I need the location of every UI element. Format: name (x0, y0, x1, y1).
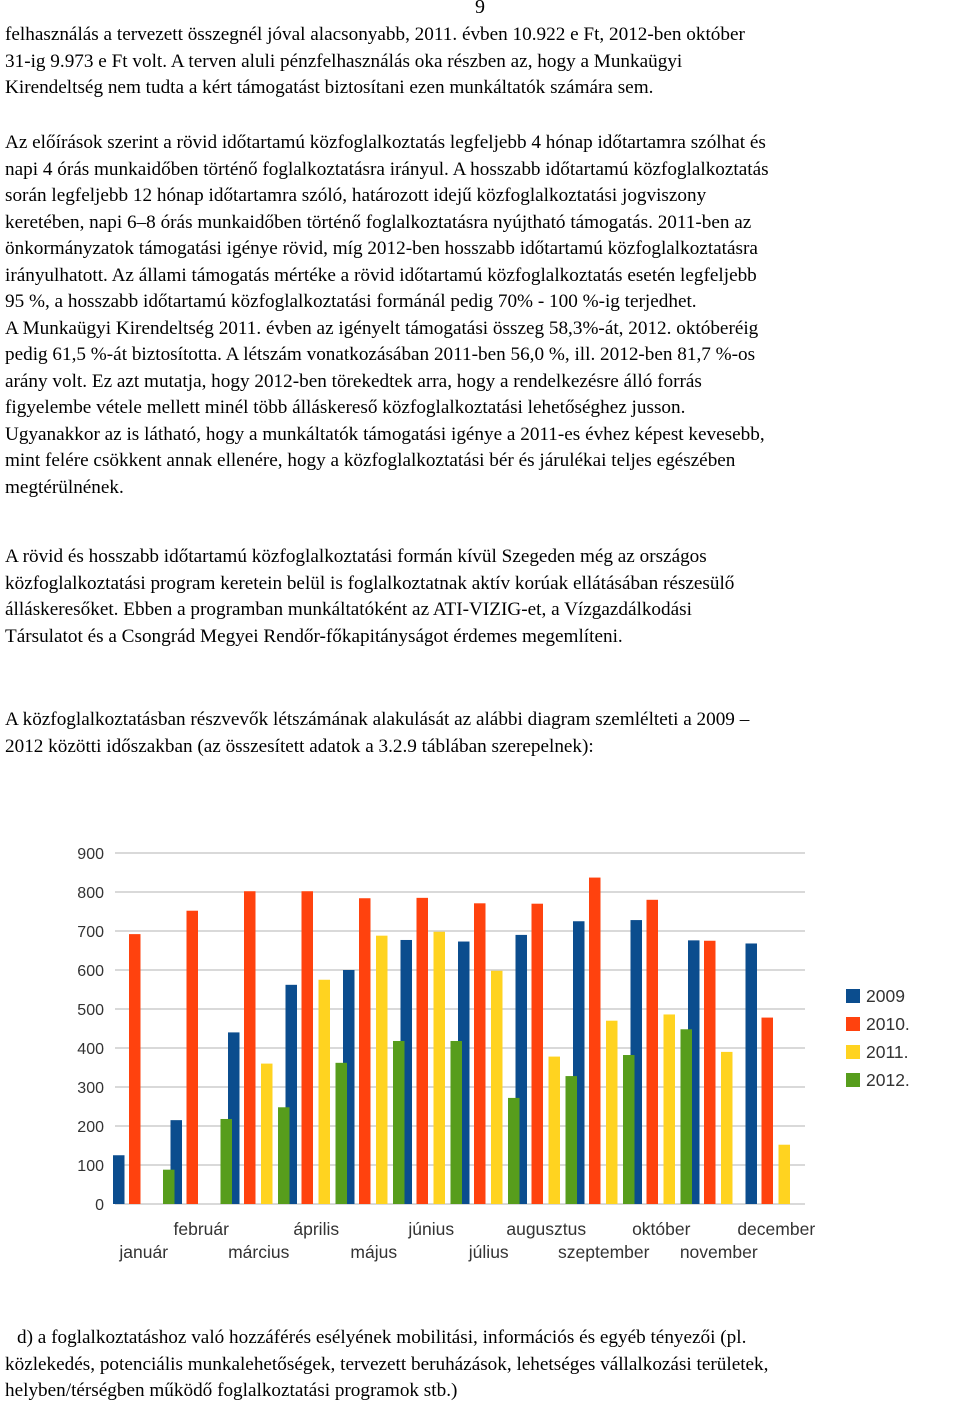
text-line: irányulhatott. Az állami támogatás mértéke a rövid időtartamú közfoglalkoztatás esetén legfeljebb (5, 264, 757, 286)
x-tick-label: december (737, 1219, 816, 1239)
text-line: keretében, napi 6–8 órás munkaidőben történő foglalkoztatásra nyújtható támogatás. 2011-ben az (5, 211, 752, 233)
legend-swatch (846, 989, 860, 1003)
bar-2010-június (417, 898, 429, 1204)
x-tick-label: augusztus (506, 1219, 587, 1239)
paragraph-regulations (5, 130, 957, 501)
bar-2012-május (393, 1041, 405, 1204)
bar-2010-november (704, 941, 716, 1204)
text-line: álláskeresőket. Ebben a programban munkáltatóként az ATI-VIZIG-et, a Vízgazdálkodási (5, 599, 692, 620)
bar-2009-január (113, 1155, 125, 1204)
y-tick-label: 300 (77, 1080, 104, 1097)
x-tick-label: július (468, 1242, 509, 1262)
text-line: közfoglalkoztatási program keretein belül is foglalkoztatnak aktív korúak ellátásában részesülő (5, 572, 735, 594)
paragraph-funding-usage (5, 22, 957, 102)
y-tick-label: 500 (77, 1002, 104, 1019)
text-line: Ugyanakkor az is látható, hogy a munkáltatók támogatási igénye a 2011-es évhez képest kevesebb, (5, 423, 765, 445)
x-axis-tick-labels (118, 1219, 815, 1262)
y-tick-label: 700 (77, 924, 104, 941)
text-line: során legfeljebb 12 hónap időtartamra szóló, határozott idejű közfoglalkoztatási jogviszony (5, 185, 707, 206)
text-line: megtérülnének. (5, 476, 124, 498)
text-line: arány volt. Ez azt mutatja, hogy 2012-ben törekedtek arra, hogy a rendelkezésre álló forrás (5, 370, 702, 392)
legend-swatch (846, 1045, 860, 1059)
paragraph-national-program (5, 544, 957, 650)
bar-2012-október (681, 1029, 693, 1204)
text-line: Társulatot és a Csongrád Megyei Rendőr-főkapitányságot érdemes megemlíteni. (5, 625, 623, 647)
x-tick-label: november (679, 1242, 758, 1262)
text-line: A Munkaügyi Kirendeltség 2011. évben az igényelt támogatási összeg 58,3%-át, 2012. októberéig (5, 317, 759, 339)
legend-swatch (846, 1073, 860, 1087)
legend-label: 2011. (866, 1042, 909, 1062)
y-tick-label: 400 (77, 1041, 104, 1058)
bar-2012-január (163, 1170, 175, 1204)
legend-label: 2012. (866, 1070, 910, 1090)
bar-2012-július (508, 1098, 520, 1204)
bar-2011-június (434, 932, 446, 1204)
legend-label: 2009 (866, 986, 905, 1006)
y-tick-label: 0 (95, 1197, 104, 1214)
bar-2010-augusztus (532, 904, 544, 1204)
text-line: helyben/térségben működő foglalkoztatási programok stb.) (5, 1380, 458, 1401)
bar-2010-július (474, 903, 486, 1204)
bar-2012-április (336, 1063, 348, 1204)
bar-2011-november (721, 1052, 733, 1204)
bar-2012-február (221, 1119, 233, 1204)
text-line: 2012 közötti időszakban (az összesített adatok a 3.2.9 táblában szerepelnek): (5, 735, 594, 757)
legend-swatch (846, 1017, 860, 1031)
text-line: figyelembe vétele mellett minél több álláskereső közfoglalkoztatási lehetőséghez jusson. (5, 397, 686, 418)
bar-2012-március (278, 1107, 290, 1204)
text-line: közlekedés, potenciális munkalehetőségek, tervezett beruházások, lehetséges vállalkozási területek, (5, 1353, 769, 1375)
bar-2010-március (244, 891, 256, 1204)
bar-2011-május (376, 936, 388, 1204)
x-tick-label: szeptember (558, 1242, 650, 1262)
bar-2009-december (746, 943, 758, 1204)
text-line: önkormányzatok támogatási igénye rövid, míg 2012-ben hosszabb időtartamú közfoglalkoztatásra (5, 238, 758, 259)
bar-2010-január (129, 934, 141, 1204)
bar-2010-május (359, 898, 371, 1204)
text-line: mint felére csökkent annak ellenére, hogy a közfoglalkoztatási bér és járulékai teljes egészében (5, 450, 736, 471)
paragraph-access-factors (5, 1325, 957, 1405)
x-tick-label: január (119, 1242, 169, 1262)
bar-2011-július (491, 971, 503, 1204)
bar-2011-augusztus (549, 1057, 561, 1204)
y-tick-label: 100 (77, 1158, 104, 1175)
x-tick-label: március (228, 1242, 290, 1262)
chart-legend (846, 986, 910, 1090)
y-tick-label: 600 (77, 963, 104, 980)
x-tick-label: február (173, 1219, 229, 1239)
paragraph-chart-intro (5, 707, 957, 760)
chart-bars (113, 878, 790, 1204)
text-line: pedig 61,5 %-át biztosította. A létszám vonatkozásában 2011-ben 56,0 %, ill. 2012-ben 81,7 %-os (5, 344, 756, 365)
y-tick-label: 900 (77, 846, 104, 863)
bar-2012-június (451, 1041, 463, 1204)
bar-2012-augusztus (566, 1076, 578, 1204)
bar-2011-október (664, 1014, 676, 1204)
participants-bar-chart (60, 828, 930, 1268)
bar-2011-április (319, 980, 331, 1204)
text-line: Kirendeltség nem tudta a kért támogatást biztosítani ezen munkáltatók számára sem. (5, 77, 654, 98)
x-tick-label: június (408, 1219, 455, 1239)
text-line: d) a foglalkoztatáshoz való hozzáférés esélyének mobilitási, információs és egyéb tényezői (pl. (17, 1327, 747, 1348)
x-tick-label: október (632, 1219, 691, 1239)
bar-2011-december (779, 1145, 791, 1204)
bar-2011-szeptember (606, 1021, 618, 1204)
bar-2010-október (647, 900, 659, 1204)
x-tick-label: április (293, 1219, 340, 1239)
x-tick-label: május (350, 1242, 398, 1262)
text-line: A közfoglalkoztatásban részvevők létszámának alakulását az alábbi diagram szemlélteti a 2009 – (5, 709, 750, 730)
text-line: Az előírások szerint a rövid időtartamú közfoglalkoztatás legfeljebb 4 hónap időtartamra szólhat és (5, 132, 766, 153)
y-tick-label: 800 (77, 885, 104, 902)
bar-2010-december (762, 1018, 774, 1204)
y-tick-label: 200 (77, 1119, 104, 1136)
y-axis-tick-labels (77, 846, 104, 1214)
bar-2010-szeptember (589, 878, 601, 1204)
bar-2012-szeptember (623, 1055, 635, 1204)
bar-2011-március (261, 1064, 273, 1204)
page-number: 9 (475, 0, 485, 18)
text-line: A rövid és hosszabb időtartamú közfoglalkoztatási formán kívül Szegeden még az országos (5, 546, 707, 567)
text-line: 95 %, a hosszabb időtartamú közfoglalkoztatási formánál pedig 70% - 100 %-ig terjedhet. (5, 291, 697, 312)
bar-2010-február (187, 911, 199, 1204)
bar-2010-április (302, 891, 314, 1204)
legend-label: 2010. (866, 1014, 910, 1034)
text-line: napi 4 órás munkaidőben történő foglalkoztatásra irányul. A hosszabb időtartamú közfoglalkoztatás (5, 158, 769, 180)
text-line: 31-ig 9.973 e Ft volt. A terven aluli pénzfelhasználás oka részben az, hogy a Munkaügyi (5, 50, 683, 72)
text-line: felhasználás a tervezett összegnél jóval alacsonyabb, 2011. évben 10.922 e Ft, 2012-ben október (5, 24, 745, 45)
